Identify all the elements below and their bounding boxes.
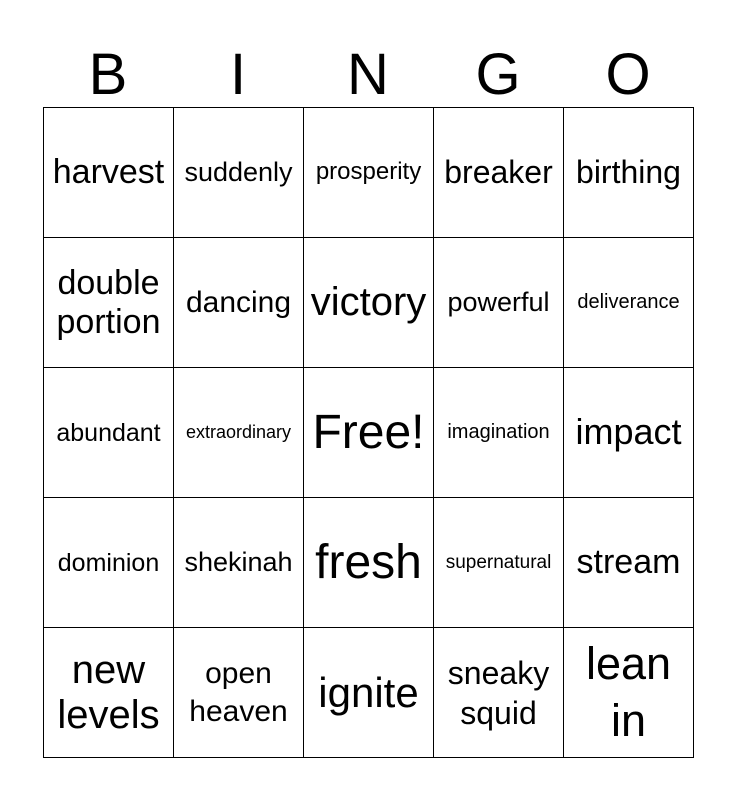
bingo-cell[interactable] — [434, 238, 564, 368]
cell-word: supernatural — [445, 551, 552, 573]
bingo-cell[interactable] — [304, 108, 434, 238]
bingo-cell[interactable] — [304, 498, 434, 628]
cell-word: birthing — [576, 153, 681, 190]
cell-word: shekinah — [184, 547, 293, 578]
header-letter-o: O — [605, 42, 651, 107]
bingo-cell[interactable] — [434, 368, 564, 498]
bingo-cell[interactable] — [434, 498, 564, 628]
bingo-cell[interactable] — [564, 628, 694, 758]
bingo-cell[interactable] — [564, 238, 694, 368]
cell-word: dancing — [185, 285, 292, 319]
cell-word: stream — [576, 543, 681, 582]
cell-word: open heaven — [189, 657, 288, 728]
cell-word: breaker — [444, 153, 553, 190]
bingo-cell[interactable] — [44, 368, 174, 498]
bingo-cell[interactable] — [44, 628, 174, 758]
cell-word: new levels — [57, 647, 160, 737]
cell-word: harvest — [52, 153, 165, 192]
bingo-cell[interactable] — [44, 108, 174, 238]
cell-word: dominion — [57, 548, 160, 577]
bingo-cell[interactable] — [44, 498, 174, 628]
header-letter-b: B — [88, 42, 128, 107]
cell-word: abundant — [56, 418, 161, 447]
header-letter-n: N — [347, 42, 389, 107]
cell-word: sneaky squid — [447, 654, 550, 731]
cell-word: extraordinary — [185, 422, 292, 443]
bingo-cell[interactable] — [304, 368, 434, 498]
bingo-cell[interactable] — [564, 108, 694, 238]
free-space: Free! — [312, 405, 425, 459]
bingo-cell[interactable] — [304, 238, 434, 368]
bingo-cell[interactable] — [174, 498, 304, 628]
bingo-board — [43, 107, 694, 758]
cell-word: impact — [575, 411, 682, 453]
cell-word: double portion — [56, 264, 161, 341]
cell-word: deliverance — [577, 291, 680, 314]
cell-word: victory — [310, 280, 427, 325]
bingo-cell[interactable] — [44, 238, 174, 368]
header-letter-g: G — [475, 42, 521, 107]
bingo-cell[interactable] — [174, 628, 304, 758]
bingo-cell[interactable] — [434, 108, 564, 238]
bingo-cell[interactable] — [434, 628, 564, 758]
cell-word: prosperity — [315, 158, 422, 186]
bingo-cell[interactable] — [564, 498, 694, 628]
bingo-cell[interactable] — [174, 108, 304, 238]
bingo-cell[interactable] — [174, 238, 304, 368]
cell-word: fresh — [315, 535, 422, 589]
bingo-cell[interactable] — [174, 368, 304, 498]
cell-word: lean in — [585, 638, 672, 746]
bingo-cell[interactable] — [304, 628, 434, 758]
bingo-header — [43, 44, 693, 106]
bingo-cell[interactable] — [564, 368, 694, 498]
cell-word: ignite — [318, 668, 419, 716]
cell-word: imagination — [447, 421, 550, 444]
cell-word: powerful — [447, 287, 550, 318]
header-letter-i: I — [229, 42, 247, 107]
cell-word: suddenly — [184, 157, 293, 188]
